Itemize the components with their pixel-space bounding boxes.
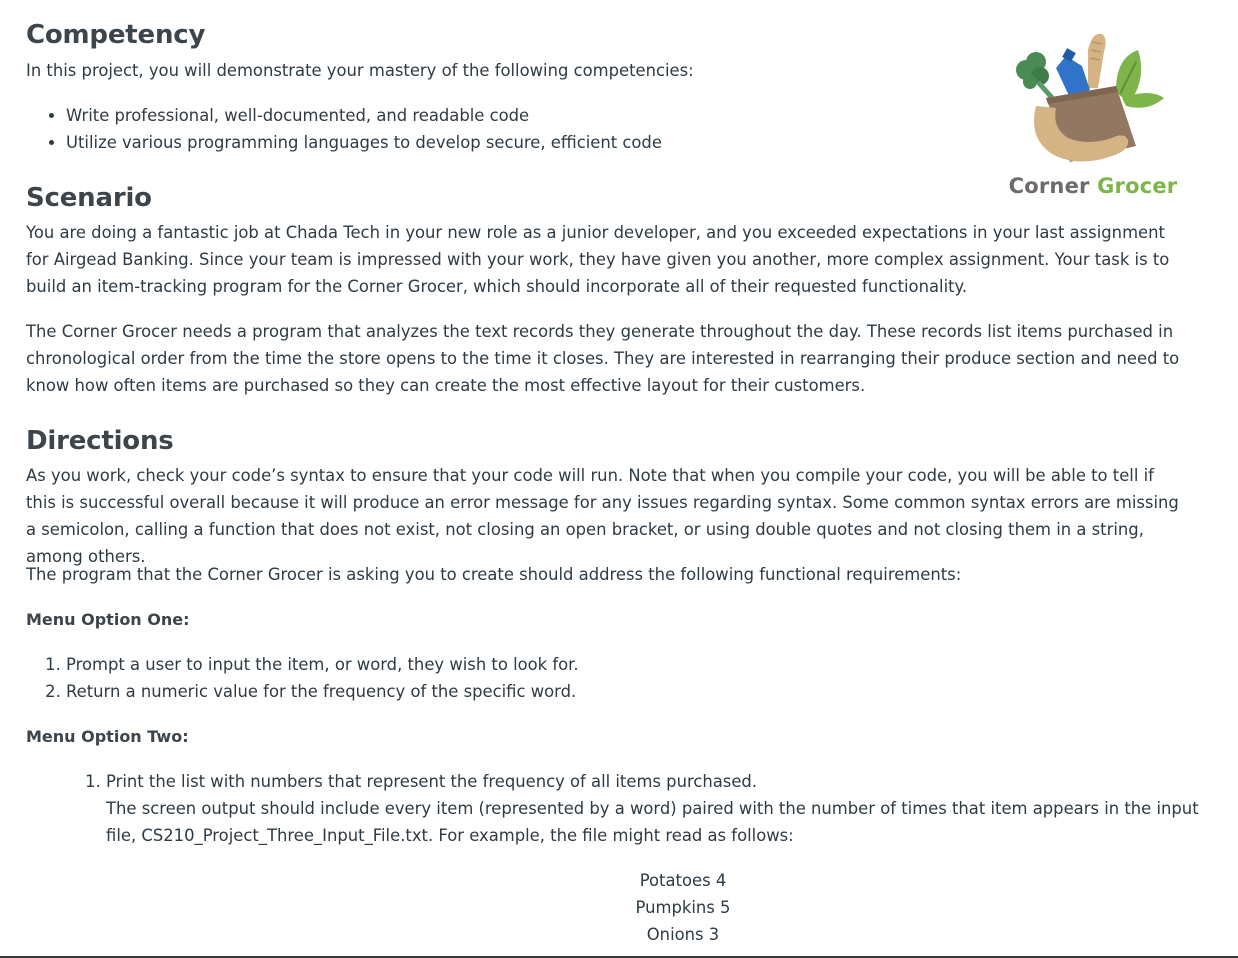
menu-option-two-item-text: Print the list with numbers that represent the frequency of all items purchased.: [106, 772, 758, 791]
competency-item: • Write professional, well-documented, and readable code: [66, 102, 662, 129]
leaf-shape: [1116, 50, 1141, 99]
competency-item: • Utilize various programming languages to develop secure, efficient code: [66, 129, 662, 156]
logo-word-corner: Corner: [1008, 174, 1090, 198]
baguette-shape: [1088, 34, 1106, 88]
corner-grocer-logo: [1008, 28, 1178, 206]
grocery-bag-icon: [1008, 28, 1178, 178]
scenario-paragraph: The Corner Grocer needs a program that analyzes the text records they generate throughout the day. These records list items purchased in chronological order from the time the store opens to the time it closes. They are interested in rearranging their produce section and need to know how often items are purchased so they can create the most effective layout for their customers.: [26, 322, 1180, 395]
directions-paragraph: As you work, check your code’s syntax to ensure that your code will run. Note that when you compile your code, you will be able to tell if this is successful overall because it will produce an error message for any issues regarding syntax. Some common syntax errors are missing a semicolon, calling a function that does not exist, not closing an open bracket, or using double quotes and not closing them in a string, among others.: [26, 466, 1179, 566]
menu-option-one-item: 1. Prompt a user to input the item, or word, they wish to look for.: [66, 651, 579, 678]
logo-wordmark: [1008, 174, 1178, 198]
menu-option-two-item-detail: The screen output should include every item (represented by a word) paired with the number of times that item appears in the input file, CS210_Project_Three_Input_File.txt. For example, the file might read as follows:: [106, 799, 1199, 845]
directions-heading: Directions: [26, 426, 174, 456]
example-output-line: Pumpkins 5: [635, 898, 731, 917]
menu-option-one-list: [26, 651, 579, 705]
competency-list: [26, 102, 662, 156]
competency-heading: Competency: [26, 20, 206, 50]
menu-option-one-item: 2. Return a numeric value for the frequency of the specific word.: [66, 678, 579, 705]
example-output-line: Potatoes 4: [639, 871, 727, 890]
logo-word-grocer: Grocer: [1097, 174, 1178, 198]
example-output: [583, 867, 783, 948]
directions-paragraph: The program that the Corner Grocer is asking you to create should address the following functional requirements:: [26, 565, 962, 584]
menu-option-two-item: [106, 768, 1216, 849]
example-output-line: Onions 3: [646, 925, 720, 944]
menu-option-one-heading: Menu Option One:: [26, 610, 190, 629]
menu-option-two-list: [66, 768, 1216, 849]
competency-intro: In this project, you will demonstrate your mastery of the following competencies:: [26, 61, 694, 80]
scenario-paragraph: You are doing a fantastic job at Chada Tech in your new role as a junior developer, and you exceeded expectations in your last assignment for Airgead Banking. Since your team is impressed with your work, they have given you another, more complex assignment. Your task is to build an item-tracking program for the Corner Grocer, which should incorporate all of their requested functionality.: [26, 223, 1170, 296]
menu-option-two-heading: Menu Option Two:: [26, 727, 189, 746]
scenario-heading: Scenario: [26, 183, 152, 213]
